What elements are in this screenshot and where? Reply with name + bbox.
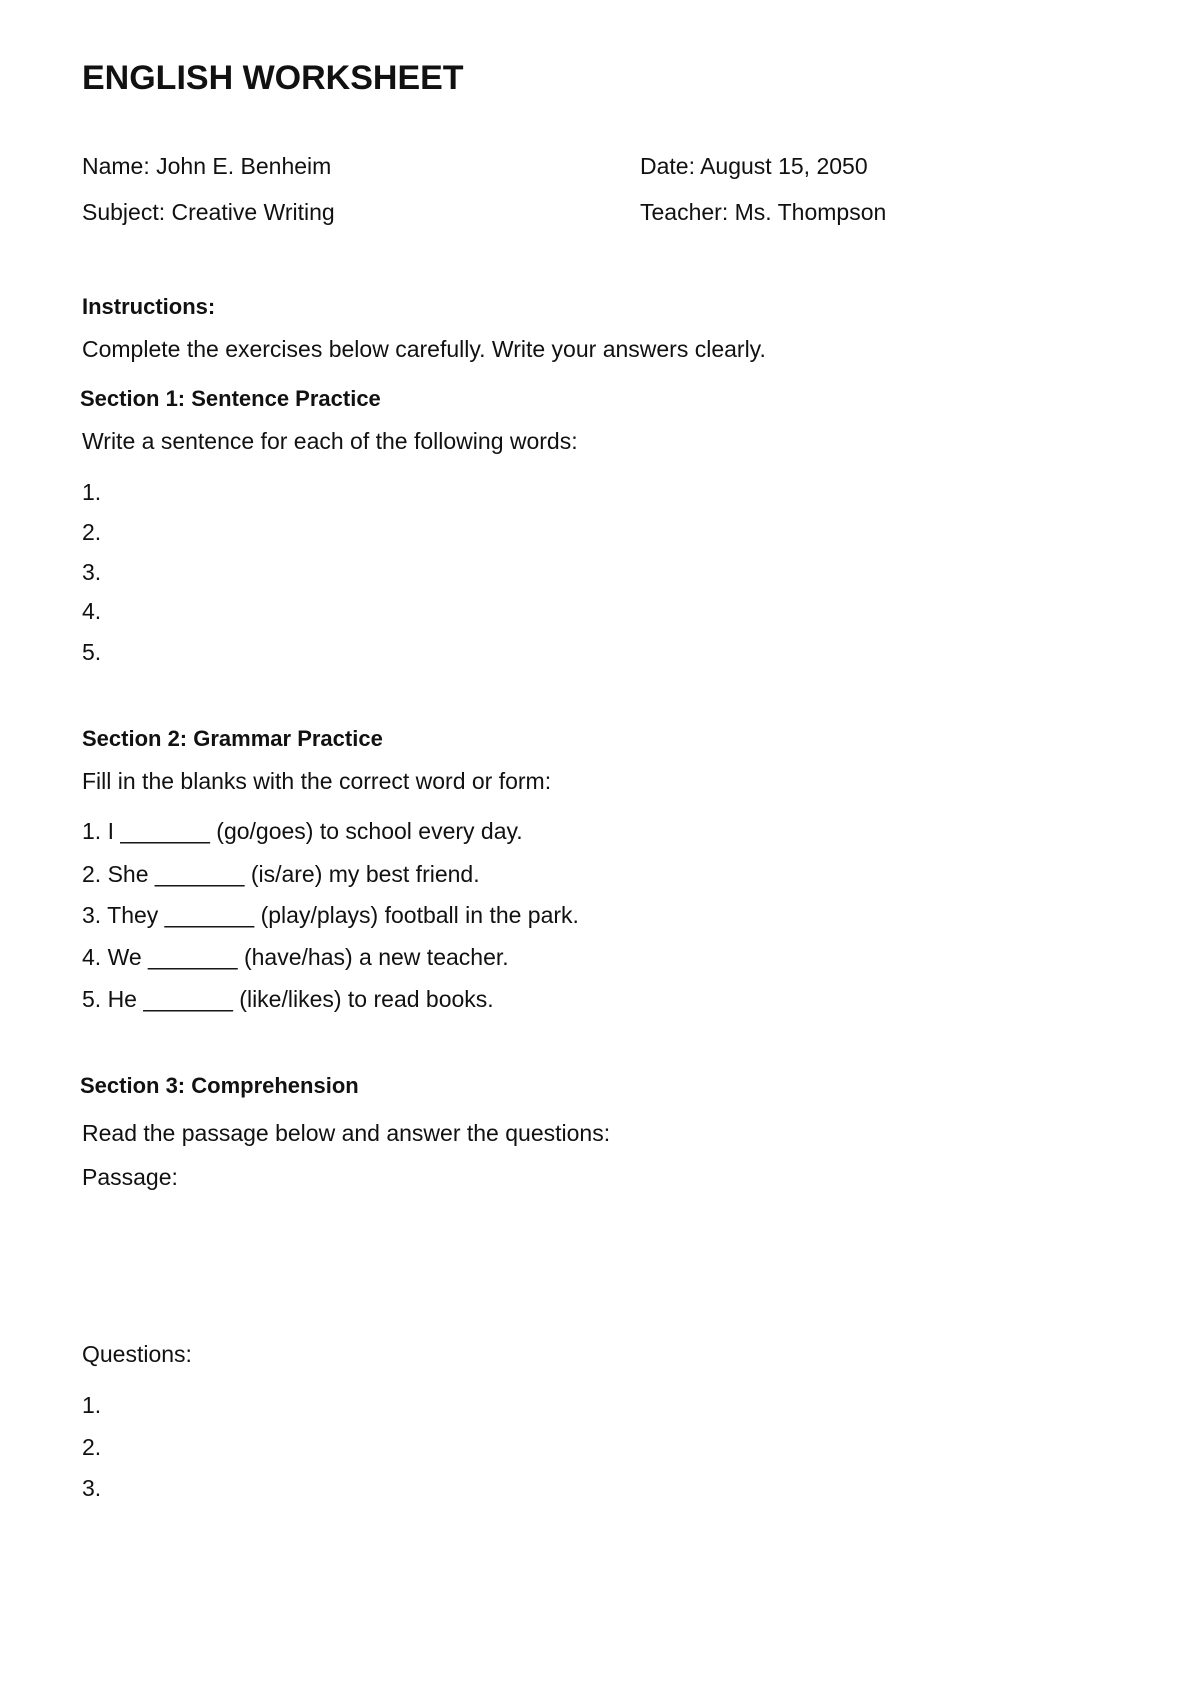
list-item: 1.	[82, 479, 102, 505]
grammar-item: 3. They _______ (play/plays) football in the park.	[82, 902, 579, 928]
grammar-item: 4. We _______ (have/has) a new teacher.	[82, 944, 509, 970]
questions-label: Questions:	[82, 1341, 192, 1367]
question-item: 1.	[82, 1392, 102, 1418]
section2-heading: Section 2: Grammar Practice	[82, 726, 383, 751]
question-item: 2.	[82, 1434, 102, 1460]
section1-prompt: Write a sentence for each of the following words:	[82, 428, 578, 454]
date: Date: August 15, 2050	[640, 153, 868, 179]
grammar-item: 1. I _______ (go/goes) to school every day.	[82, 818, 523, 844]
instructions-heading: Instructions:	[82, 294, 216, 319]
page-title: ENGLISH WORKSHEET	[82, 59, 464, 97]
grammar-item: 2. She _______ (is/are) my best friend.	[82, 861, 480, 887]
passage-label: Passage:	[82, 1164, 178, 1190]
teacher: Teacher: Ms. Thompson	[640, 199, 887, 225]
list-item: 3.	[82, 559, 102, 585]
list-item: 2.	[82, 519, 102, 545]
section3-prompt: Read the passage below and answer the questions:	[82, 1120, 611, 1146]
subject: Subject: Creative Writing	[82, 199, 335, 225]
section1-heading: Section 1: Sentence Practice	[80, 386, 381, 411]
instructions-text: Complete the exercises below carefully. Write your answers clearly.	[82, 336, 766, 362]
student-name: Name: John E. Benheim	[82, 153, 332, 179]
list-item: 5.	[82, 639, 102, 665]
section2-prompt: Fill in the blanks with the correct word or form:	[82, 768, 552, 794]
question-item: 3.	[82, 1475, 102, 1501]
grammar-item: 5. He _______ (like/likes) to read books.	[82, 986, 494, 1012]
section3-heading: Section 3: Comprehension	[80, 1073, 359, 1098]
list-item: 4.	[82, 598, 102, 624]
